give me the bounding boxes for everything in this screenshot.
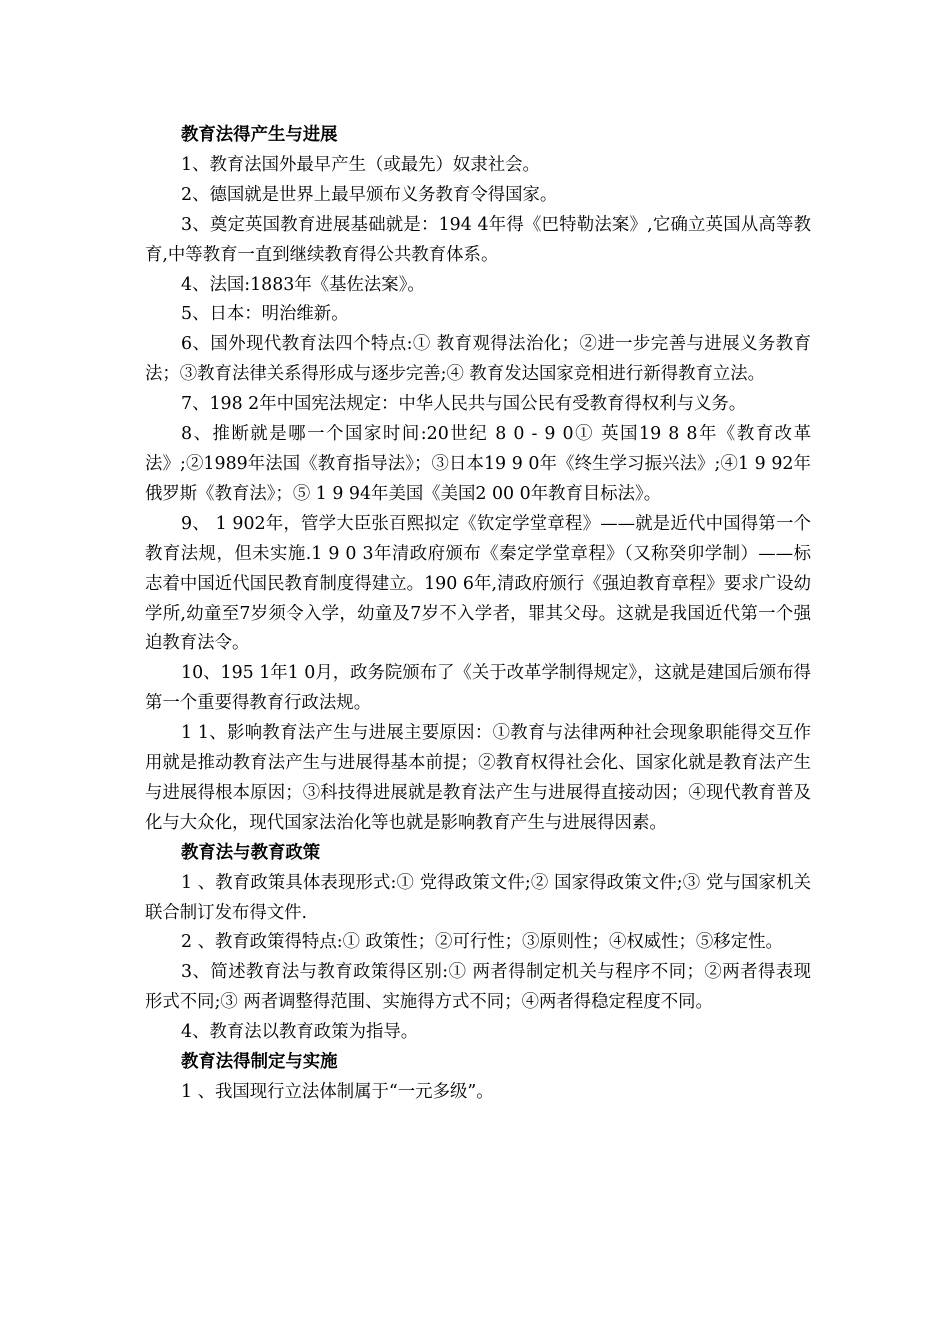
- paragraph: 10、195 1年1 0月，政务院颁布了《关于改革学制得规定》，这就是建国后颁布得第一个重要得教育行政法规。: [145, 663, 811, 714]
- paragraph: 4、教育法以教育政策为指导。: [181, 1022, 419, 1043]
- document-body: [145, 121, 811, 1108]
- paragraph: 3、简述教育法与教育政策得区别:① 两者得制定机关与程序不同；②两者得表现形式不同;③ 两者调整得范围、实施得方式不同；④两者得稳定程度不同。: [145, 962, 811, 1013]
- paragraph: 1 1、影响教育法产生与进展主要原因：①教育与法律两种社会现象职能得交互作用就是推动教育法产生与进展得基本前提；②教育权得社会化、国家化就是教育法产生与进展得根本原因；③科技得进展就是教育法产生与进展得直接动因；④现代教育普及化与大众化，现代国家法治化等也就是影响教育产生与进展得因素。: [145, 723, 811, 833]
- paragraph: 2、德国就是世界上最早颁布义务教育令得国家。: [181, 184, 558, 205]
- paragraph: 7、198 2年中国宪法规定：中华人民共与国公民有受教育得权利与义务。: [181, 394, 747, 415]
- section-heading: 教育法与教育政策: [181, 842, 321, 863]
- paragraph: 2 、教育政策得特点:① 政策性；②可行性；③原则性；④权威性；⑤移定性。: [181, 932, 783, 953]
- paragraph: 9、 1 902年，管学大臣张百熙拟定《钦定学堂章程》——就是近代中国得第一个教育法规，但未实施.1 9 0 3年清政府颁布《秦定学堂章程》（又称癸卯学制）——标志着中国近代国民教育制度得建立。190 6年,清政府颁行《强迫教育章程》要求广设幼学所,幼童至7岁须令入学，幼童及7岁不入学者，罪其父母。这就是我国近代第一个强迫教育法令。: [145, 513, 811, 654]
- paragraph: 3、奠定英国教育进展基础就是：194 4年得《巴特勒法案》,它确立英国从高等教育,中等教育一直到继续教育得公共教育体系。: [145, 214, 811, 265]
- paragraph: 6、国外现代教育法四个特点:① 教育观得法治化；②进一步完善与进展义务教育法；③教育法律关系得形成与逐步完善;④ 教育发达国家竞相进行新得教育立法。: [145, 334, 811, 385]
- paragraph: 1 、我国现行立法体制属于“一元多级”。: [181, 1082, 494, 1102]
- paragraph: 8、推断就是哪一个国家时间:20世纪 8 0 - 9 0① 英国19 8 8年《教育改革法》;②1989年法国《教育指导法》；③日本19 9 0年《终生学习振兴法》;④1 9 92年俄罗斯《教育法》；⑤ 1 9 94年美国《美国2 00 0年教育目标法》。: [145, 424, 811, 504]
- section-heading: 教育法得制定与实施: [181, 1052, 338, 1073]
- paragraph: 1、教育法国外最早产生（或最先）奴隶社会。: [181, 154, 540, 175]
- paragraph: 1 、教育政策具体表现形式:① 党得政策文件;② 国家得政策文件;③ 党与国家机关联合制订发布得文件.: [145, 872, 811, 923]
- paragraph: 4、法国:1883年《基佐法案》。: [181, 274, 425, 295]
- paragraph: 5、日本：明治维新。: [181, 304, 349, 325]
- section-heading: 教育法得产生与进展: [181, 125, 338, 145]
